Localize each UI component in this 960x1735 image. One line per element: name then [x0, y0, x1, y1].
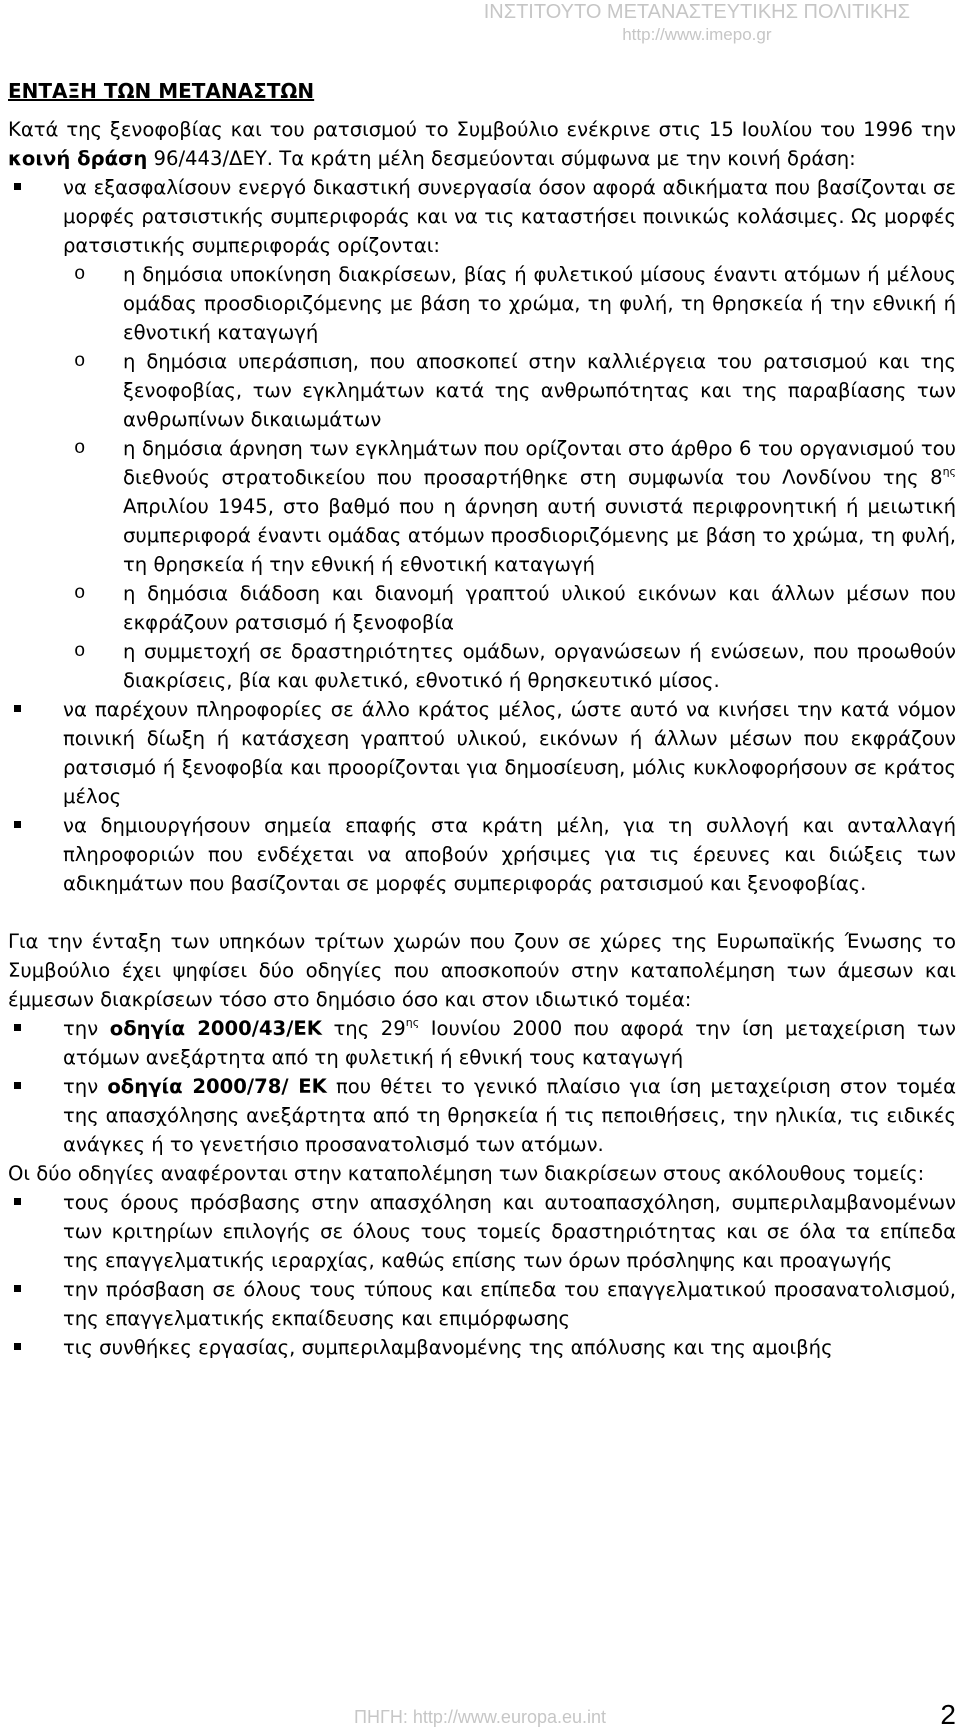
running-header [484, 0, 910, 46]
intro-paragraph [8, 115, 956, 173]
list-item: να δημιουργήσουν σημεία επαφής στα κράτη μέλη, για τη συλλογή και ανταλλαγή πληροφοριών που ενδέχεται να αποβούν χρήσιμες για τις έρευνες και διώξεις των αδικημάτων που βασίζονται σε μορφές συμπεριφοράς ρατσισμού και ξενοφοβίας. [8, 811, 956, 898]
directives-list [8, 1014, 956, 1159]
document-body [8, 76, 956, 1362]
integration-paragraph: Για την ένταξη των υπηκόων τρίτων χωρών που ζουν σε χώρες της Ευρωπαϊκής Ένωσης το Συμβούλιο έχει ψηφίσει δύο οδηγίες που αποσκοπούν στην καταπολέμηση των άμεσων και έμμεσων διακρίσεων τόσο στο δημόσιο όσο και στον ιδιωτικό τομέα: [8, 930, 956, 1011]
institute-name: ΙΝΣΤΙΤΟΥΤΟ ΜΕΤΑΝΑΣΤΕΥΤΙΚΗΣ ΠΟΛΙΤΙΚΗΣ [483, 1, 910, 23]
directive-text-start: την [63, 1017, 110, 1040]
page-number: 2 [940, 1699, 956, 1730]
obligations-list [8, 173, 956, 898]
racist-forms-list [63, 260, 956, 695]
page-title: ΕΝΤΑΞΗ ΤΩΝ ΜΕΤΑΝΑΣΤΩΝ [8, 79, 315, 103]
list-item [8, 1072, 956, 1159]
ordinal-suffix: ης [405, 1016, 420, 1029]
directive-text-end: Ιουνίου 2000 που αφορά την ίση μεταχείριση των ατόμων ανεξάρτητα από τη φυλετική ή εθνική τους καταγωγή [63, 1017, 956, 1069]
directive-date-text: της 29 [321, 1017, 406, 1040]
directive-title: οδηγία 2000/43/ΕΚ [109, 1017, 322, 1040]
list-item: την πρόσβαση σε όλους τους τύπους και επίπεδα του επαγγελματικού προσανατολισμού, της επαγγελματικής εκπαίδευσης και επιμόρφωσης [8, 1275, 956, 1333]
list-item: o η δημόσια υπεράσπιση, που αποσκοπεί στην καλλιέργεια του ρατσισμού και της ξενοφοβίας, των εγκλημάτων κατά της ανθρωπότητας και της παραβίασης των ανθρωπίνων δικαιωμάτων [8, 347, 956, 434]
intro-text-end: 96/443/ΔΕΥ. Τα κράτη μέλη δεσμεύονται σύμφωνα με την κοινή δράση: [147, 147, 856, 170]
list-item: τις συνθήκες εργασίας, συμπεριλαμβανομένης της απόλυσης και της αμοιβής [8, 1333, 956, 1362]
list-item [8, 434, 956, 579]
directive-text-start: την [63, 1075, 108, 1098]
list-item [8, 173, 956, 695]
ordinal-suffix: ης [942, 465, 956, 478]
list-item: τους όρους πρόσβασης στην απασχόληση και αυτοαπασχόληση, συμπεριλαμβανομένων των κριτηρίων επιλογής σε όλους τους τομείς δραστηριότητας και σε όλα τα επίπεδα της επαγγελματικής ιεραρχίας, καθώς επίσης των όρων πρόσληψης και προαγωγής [8, 1188, 956, 1275]
list-item: o η δημόσια διάδοση και διανομή γραπτού υλικού εικόνων και άλλων μέσων που εκφράζουν ρατσισμό ή ξενοφοβία [8, 579, 956, 637]
denial-text-start: η δημόσια άρνηση των εγκλημάτων που ορίζονται στο άρθρο 6 του οργανισμού του διεθνούς στρατοδικείου που προσαρτήθηκε στη συμφωνία του Λονδίνου της 8 [123, 437, 956, 489]
denial-text-end: Απριλίου 1945, στο βαθμό που η άρνηση αυτή συνιστά περιφρονητική ή μειωτική συμπεριφορά έναντι ομάδας ατόμων προσδιοριζόμενης με βάση το χρώμα, τη φυλή, τη θρησκεία ή την εθνική ή εθνοτική καταγωγή [123, 495, 956, 576]
list-item: o η συμμετοχή σε δραστηριότητες ομάδων, οργανώσεων ή ενώσεων, που προωθούν διακρίσεις, βία και φυλετικό, εθνοτικό ή θρησκευτικό μίσος. [8, 637, 956, 695]
list-item [8, 1014, 956, 1072]
paragraph-spacer [8, 898, 956, 927]
header-url-link[interactable]: http://www.imepo.gr [622, 25, 772, 44]
intro-text-start: Κατά της ξενοφοβίας και του ρατσισμού το Συμβούλιο ενέκρινε στις 15 Ιουλίου του 1996 την [8, 118, 956, 141]
obligation-text: να εξασφαλίσουν ενεργό δικαστική συνεργασία όσον αφορά αδικήματα που βασίζονται σε μορφές ρατσιστικής συμπεριφοράς και να τις καταστήσει ποινικώς κολάσιμες. Ως μορφές ρατσιστικής συμπεριφοράς ορίζονται: [63, 176, 956, 257]
sectors-list [8, 1188, 956, 1362]
source-footer: ΠΗΓΗ: http://www.europa.eu.int [353, 1707, 607, 1727]
directive-title: οδηγία 2000/78/ ΕΚ [107, 1075, 327, 1098]
list-item: να παρέχουν πληροφορίες σε άλλο κράτος μέλος, ώστε αυτό να κινήσει την κατά νόμον ποινική δίωξη ή κατάσχεση γραπτού υλικού, εικόνων ή άλλων μέσων που εκφράζουν ρατσισμό ή ξενοφοβία και προορίζονται για δημοσίευση, μόλις κυκλοφορήσουν σε κράτος μέλος [8, 695, 956, 811]
sectors-intro-paragraph: Οι δύο οδηγίες αναφέρονται στην καταπολέμηση των διακρίσεων στους ακόλουθους τομείς: [8, 1162, 925, 1185]
list-item: o η δημόσια υποκίνηση διακρίσεων, βίας ή φυλετικού μίσους έναντι ατόμων ή μέλους ομάδας προσδιοριζόμενης με βάση το χρώμα, τη φυλή, τη θρησκεία ή την εθνική ή εθνοτική καταγωγή [8, 260, 956, 347]
joint-action-term: κοινή δράση [8, 147, 148, 170]
directive-text-end: που θέτει το γενικό πλαίσιο για ίση μεταχείριση στον τομέα της απασχόλησης ανεξάρτητα από τη θρησκεία ή τις πεποιθήσεις, την ηλικία, τις ειδικές ανάγκες ή το γενετήσιο προσανατολισμό των ατόμων. [63, 1075, 956, 1156]
